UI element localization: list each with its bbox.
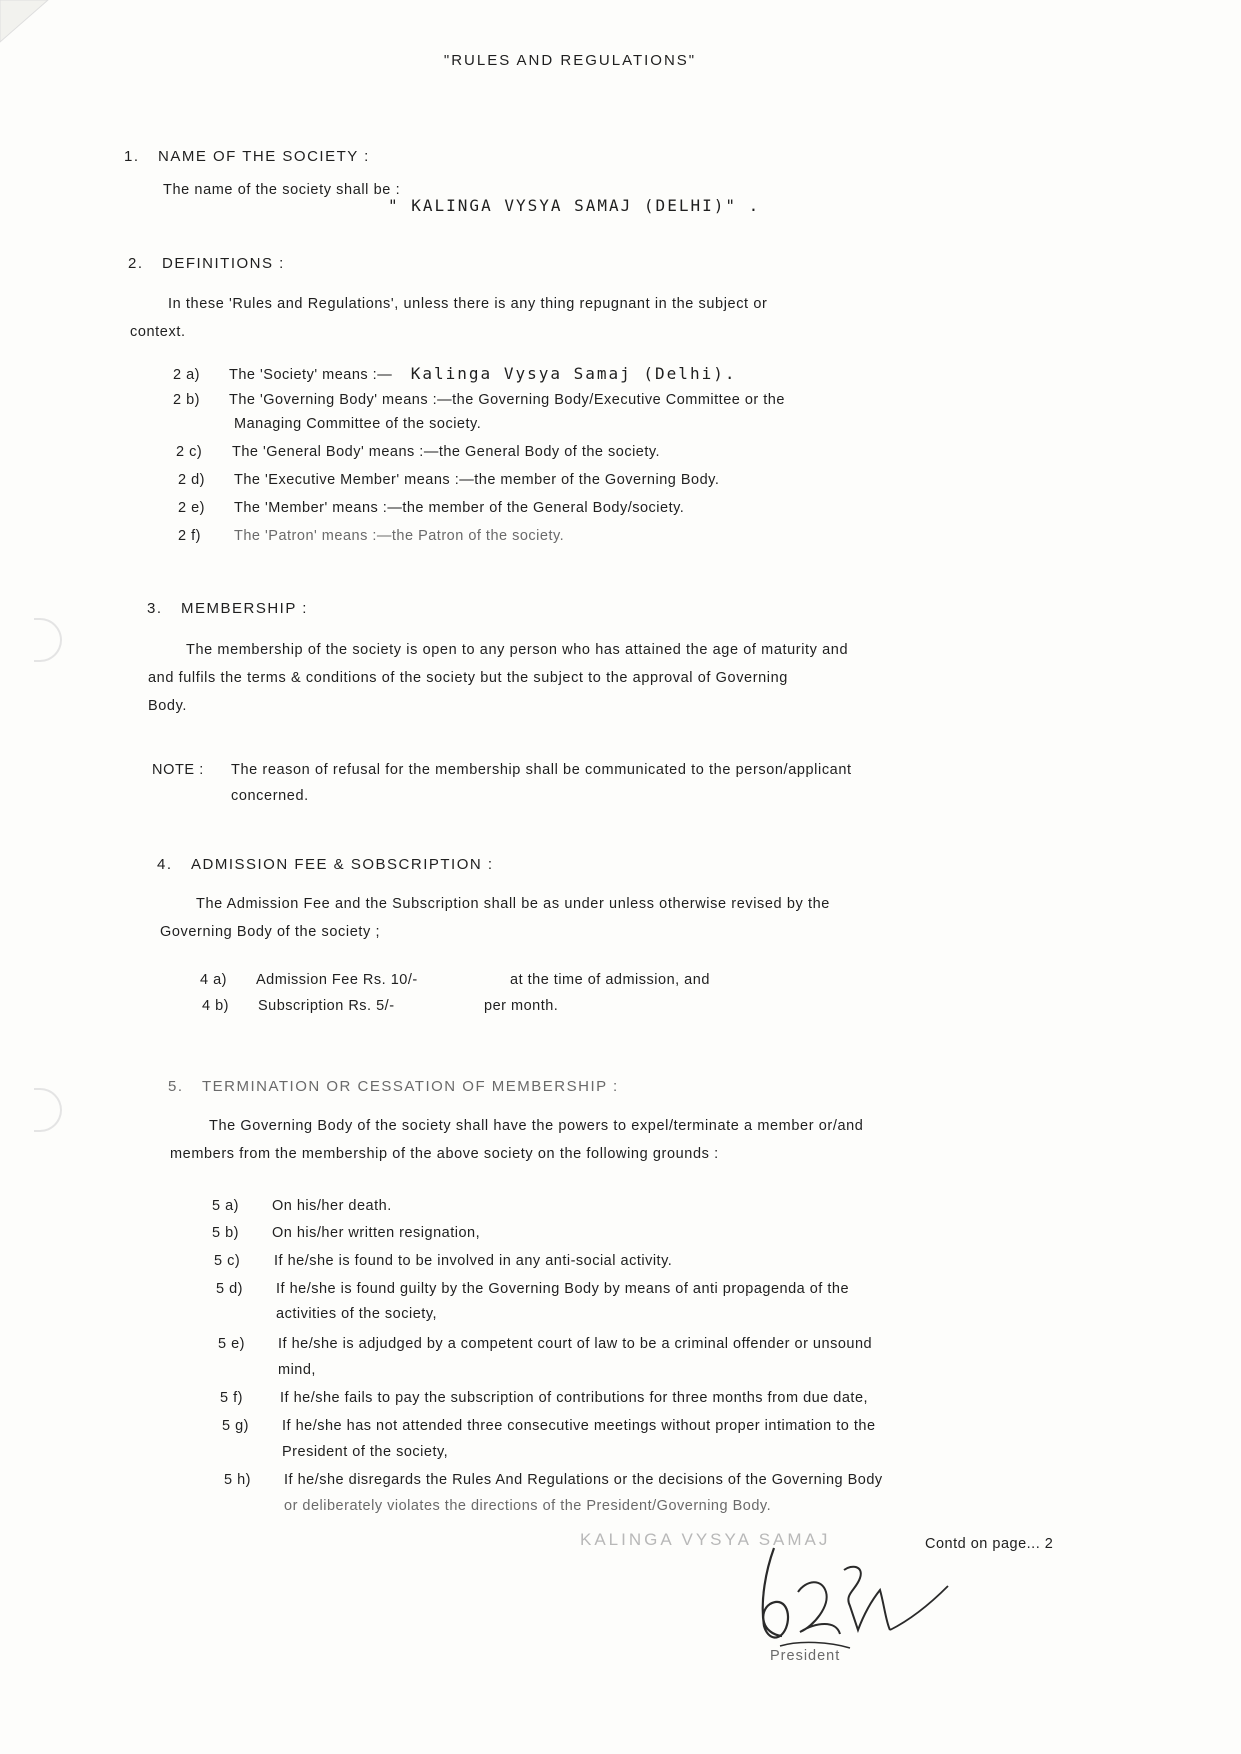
item-text: On his/her written resignation,: [272, 1225, 481, 1241]
item-text: On his/her death.: [272, 1198, 392, 1214]
item-number: 2 c): [176, 444, 203, 460]
document-title: "RULES AND REGULATIONS": [443, 52, 697, 69]
section-5-text-line-2: members from the membership of the above society on the following grounds :: [170, 1146, 719, 1162]
section-4-text-line-2: Governing Body of the society ;: [160, 924, 381, 940]
section-title: ADMISSION FEE & SOBSCRIPTION :: [191, 856, 494, 873]
definition-2f: [178, 528, 564, 544]
item-typed-value: Kalinga Vysya Samaj (Delhi).: [410, 364, 737, 383]
item-number: 4 a): [200, 972, 227, 988]
item-number: 5 e): [218, 1336, 245, 1352]
item-number: 5 b): [212, 1225, 239, 1241]
section-number: 1.: [124, 148, 140, 165]
fee-item-4b: [202, 998, 558, 1014]
note-label: NOTE :: [152, 762, 204, 778]
ground-5c: [214, 1253, 672, 1269]
fee-label: Admission Fee Rs. 10/-: [256, 972, 418, 988]
item-number: 5 f): [220, 1390, 243, 1406]
item-number: 2 b): [173, 392, 200, 408]
note-text-line-1: The reason of refusal for the membership shall be communicated to the person/applicant: [231, 762, 852, 778]
item-text: If he/she disregards the Rules And Regulations or the decisions of the Governing Body: [284, 1472, 883, 1488]
section-2-text-line-1: In these 'Rules and Regulations', unless there is any thing repugnant in the subject or: [168, 296, 768, 312]
ground-5e-continuation: mind,: [278, 1362, 316, 1378]
section-3-heading: [147, 600, 308, 617]
section-4-text-line-1: The Admission Fee and the Subscription shall be as under unless otherwise revised by the: [196, 896, 830, 912]
section-title: DEFINITIONS :: [162, 255, 285, 272]
item-text: If he/she fails to pay the subscription of contributions for three months from due date,: [280, 1390, 869, 1406]
definition-2c: [176, 444, 660, 460]
item-text: If he/she is found to be involved in any anti-social activity.: [274, 1253, 673, 1269]
folded-corner: [0, 0, 60, 60]
section-5-text-line-1: The Governing Body of the society shall have the powers to expel/terminate a member or/and: [209, 1118, 864, 1134]
signatory-title: President: [770, 1648, 841, 1664]
section-title: TERMINATION OR CESSATION OF MEMBERSHIP :: [202, 1078, 619, 1095]
punch-hole-top: [34, 618, 62, 662]
item-number: 2 e): [178, 500, 205, 516]
section-1-text: The name of the society shall be :: [163, 182, 401, 198]
section-3-text-line-2: and fulfils the terms & conditions of the society but the subject to the approval of Governing: [148, 670, 788, 686]
ground-5e: [218, 1336, 872, 1352]
section-5-heading: [168, 1078, 619, 1095]
item-number: 5 d): [216, 1281, 243, 1297]
ground-5f: [220, 1390, 868, 1406]
section-title: MEMBERSHIP :: [181, 600, 308, 617]
item-text: The 'Patron' means :—the Patron of the society.: [234, 528, 565, 544]
item-number: 2 f): [178, 528, 201, 544]
section-2-heading: [128, 255, 285, 272]
item-text: If he/she is adjudged by a competent court of law to be a criminal offender or unsound: [278, 1336, 873, 1352]
section-title: NAME OF THE SOCIETY :: [158, 148, 370, 165]
president-signature: [740, 1530, 960, 1660]
definition-2a: [173, 364, 736, 383]
item-text: The 'Society' means :—: [229, 367, 393, 383]
item-number: 2 a): [173, 367, 200, 383]
fee-detail: per month.: [484, 998, 559, 1014]
item-text: If he/she has not attended three consecutive meetings without proper intimation to the: [282, 1418, 876, 1434]
ground-5d: [216, 1281, 849, 1297]
ground-5g: [222, 1418, 876, 1434]
section-3-text-line-3: Body.: [148, 698, 188, 714]
section-3-text-line-1: The membership of the society is open to any person who has attained the age of maturity and: [186, 642, 849, 658]
ground-5b: [212, 1225, 480, 1241]
ground-5h-continuation: or deliberately violates the directions of the President/Governing Body.: [284, 1498, 772, 1514]
definition-2b: [173, 392, 785, 408]
item-text: The 'General Body' means :—the General Body of the society.: [232, 444, 661, 460]
society-name: " KALINGA VYSYA SAMAJ (DELHI)" .: [388, 196, 761, 215]
item-number: 5 c): [214, 1253, 241, 1269]
ground-5d-continuation: activities of the society,: [276, 1306, 438, 1322]
item-text: The 'Governing Body' means :—the Governing Body/Executive Committee or the: [229, 392, 785, 408]
section-4-heading: [157, 856, 494, 873]
definition-2b-continuation: Managing Committee of the society.: [234, 416, 482, 432]
section-2-text-line-2: context.: [130, 324, 186, 340]
section-number: 4.: [157, 856, 173, 873]
fee-label: Subscription Rs. 5/-: [258, 998, 395, 1014]
section-number: 5.: [168, 1078, 184, 1095]
section-number: 2.: [128, 255, 144, 272]
fee-detail: at the time of admission, and: [510, 972, 710, 988]
item-text: The 'Executive Member' means :—the member of the Governing Body.: [234, 472, 720, 488]
punch-hole-bottom: [34, 1088, 62, 1132]
note-text-line-2: concerned.: [231, 788, 309, 804]
section-number: 3.: [147, 600, 163, 617]
continued-note: Contd on page... 2: [925, 1536, 1054, 1552]
item-number: 5 a): [212, 1198, 239, 1214]
fee-item-4a: [200, 972, 710, 988]
definition-2e: [178, 500, 684, 516]
ground-5a: [212, 1198, 392, 1214]
item-number: 5 g): [222, 1418, 249, 1434]
section-1-heading: [124, 148, 370, 165]
item-number: 4 b): [202, 998, 229, 1014]
society-stamp: KALINGA VYSYA SAMAJ: [580, 1530, 831, 1549]
item-text: If he/she is found guilty by the Governing Body by means of anti propagenda of the: [276, 1281, 850, 1297]
definition-2d: [178, 472, 719, 488]
item-text: The 'Member' means :—the member of the General Body/society.: [234, 500, 685, 516]
ground-5g-continuation: President of the society,: [282, 1444, 449, 1460]
ground-5h: [224, 1472, 883, 1488]
item-number: 2 d): [178, 472, 205, 488]
item-number: 5 h): [224, 1472, 251, 1488]
